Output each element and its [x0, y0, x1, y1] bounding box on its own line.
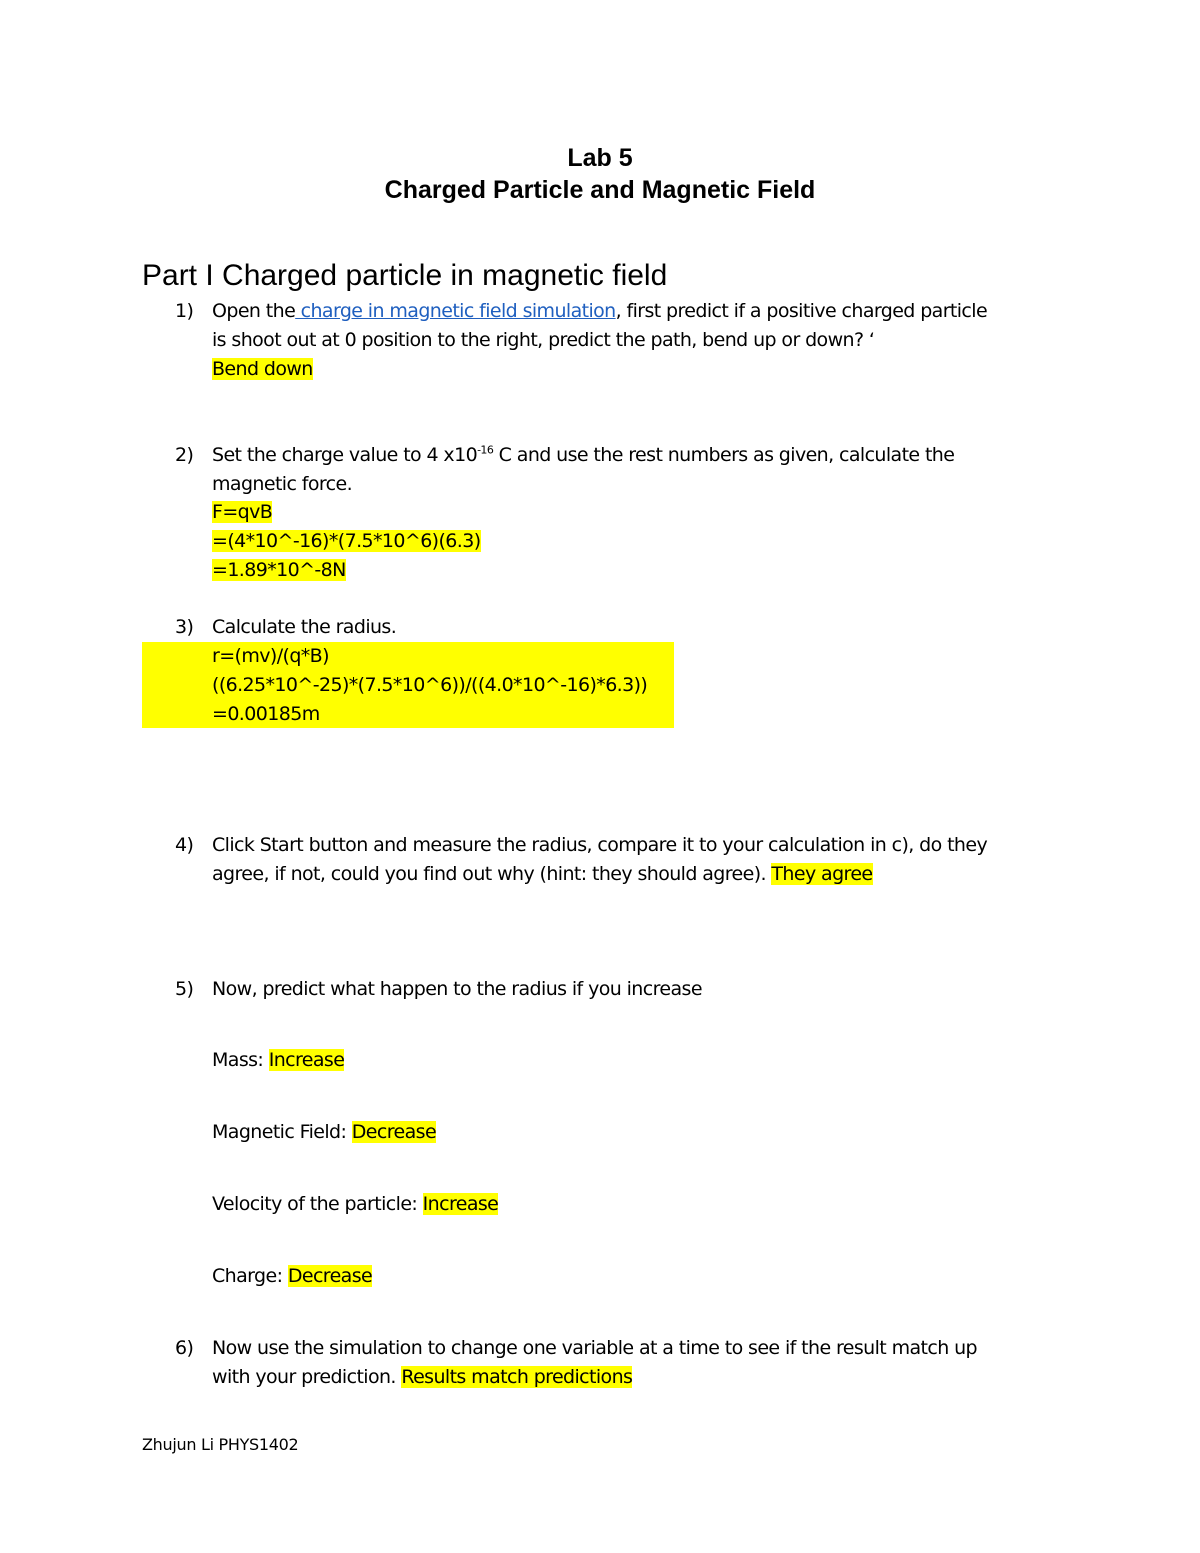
q2-answer-line-3: [212, 556, 346, 585]
q6-answer: Results match predictions: [401, 1366, 633, 1388]
q2-answer-result: =1.89*10^-8N: [212, 559, 346, 581]
q1-text-pre: Open the: [212, 300, 296, 322]
q4-line1: Click Start button and measure the radius, compare it to your calculation in c), do they: [212, 834, 988, 856]
q5-item-answer: Increase: [268, 1049, 345, 1071]
q5-item-answer: Decrease: [287, 1265, 373, 1287]
q2-number: 2): [175, 444, 194, 466]
q3-number: 3): [175, 616, 194, 638]
q1-line2: is shoot out at 0 position to the right, predict the path, bend up or down? ‘: [212, 329, 875, 351]
q6-number: 6): [175, 1337, 194, 1359]
q2-line2: magnetic force.: [212, 473, 353, 495]
q2-answer-line-2: [212, 527, 481, 556]
q2-text-post: C and use the rest numbers as given, calculate the: [493, 444, 955, 466]
q5-text: Now, predict what happen to the radius if you increase: [212, 978, 702, 1000]
q6-line2-text: with your prediction.: [212, 1366, 402, 1388]
q2-exponent: -16: [477, 443, 494, 457]
q1-answer: Bend down: [212, 358, 313, 380]
q4-answer: They agree: [771, 863, 873, 885]
q4-line2-text: agree, if not, could you find out why (hint: they should agree).: [212, 863, 772, 885]
q2-line1: [212, 441, 954, 470]
q4-line2: [212, 860, 873, 889]
simulation-link[interactable]: charge in magnetic field simulation: [295, 300, 616, 322]
part-heading: Part I Charged particle in magnetic field: [142, 259, 668, 292]
q5-item-label: Mass:: [212, 1049, 269, 1071]
q2-answer-substitution: =(4*10^-16)*(7.5*10^6)(6.3): [212, 530, 481, 552]
q5-item-magnetic-field: [212, 1118, 436, 1147]
q5-item-velocity: [212, 1190, 498, 1219]
q2-answer-formula: F=qvB: [212, 501, 273, 523]
q1-text-post: , first predict if a positive charged particle: [615, 300, 988, 322]
q5-item-charge: [212, 1262, 372, 1291]
q5-item-label: Magnetic Field:: [212, 1121, 352, 1143]
q4-number: 4): [175, 834, 194, 856]
q1-line1: [212, 297, 987, 326]
q5-item-label: Velocity of the particle:: [212, 1193, 423, 1215]
q5-item-label: Charge:: [212, 1265, 288, 1287]
q6-line2: [212, 1363, 632, 1392]
q6-line1: Now use the simulation to change one variable at a time to see if the result match up: [212, 1337, 978, 1359]
q2-text-pre: Set the charge value to 4 x10: [212, 444, 478, 466]
q5-item-mass: [212, 1046, 344, 1075]
q5-item-answer: Decrease: [351, 1121, 437, 1143]
q2-answer-line-1: [212, 498, 272, 527]
q3-answer-formula: r=(mv)/(q*B): [212, 645, 329, 667]
q3-text: Calculate the radius.: [212, 616, 397, 638]
lab-number: Lab 5: [567, 144, 633, 172]
page-footer: Zhujun Li PHYS1402: [142, 1435, 299, 1454]
q3-answer-substitution: ((6.25*10^-25)*(7.5*10^6))/((4.0*10^-16)*6.3)): [212, 674, 648, 696]
q1-number: 1): [175, 300, 194, 322]
q1-answer-line: [212, 355, 313, 384]
document-title: Charged Particle and Magnetic Field: [384, 176, 816, 204]
q5-item-answer: Increase: [422, 1193, 499, 1215]
q3-answer-result: =0.00185m: [212, 703, 320, 725]
q5-number: 5): [175, 978, 194, 1000]
